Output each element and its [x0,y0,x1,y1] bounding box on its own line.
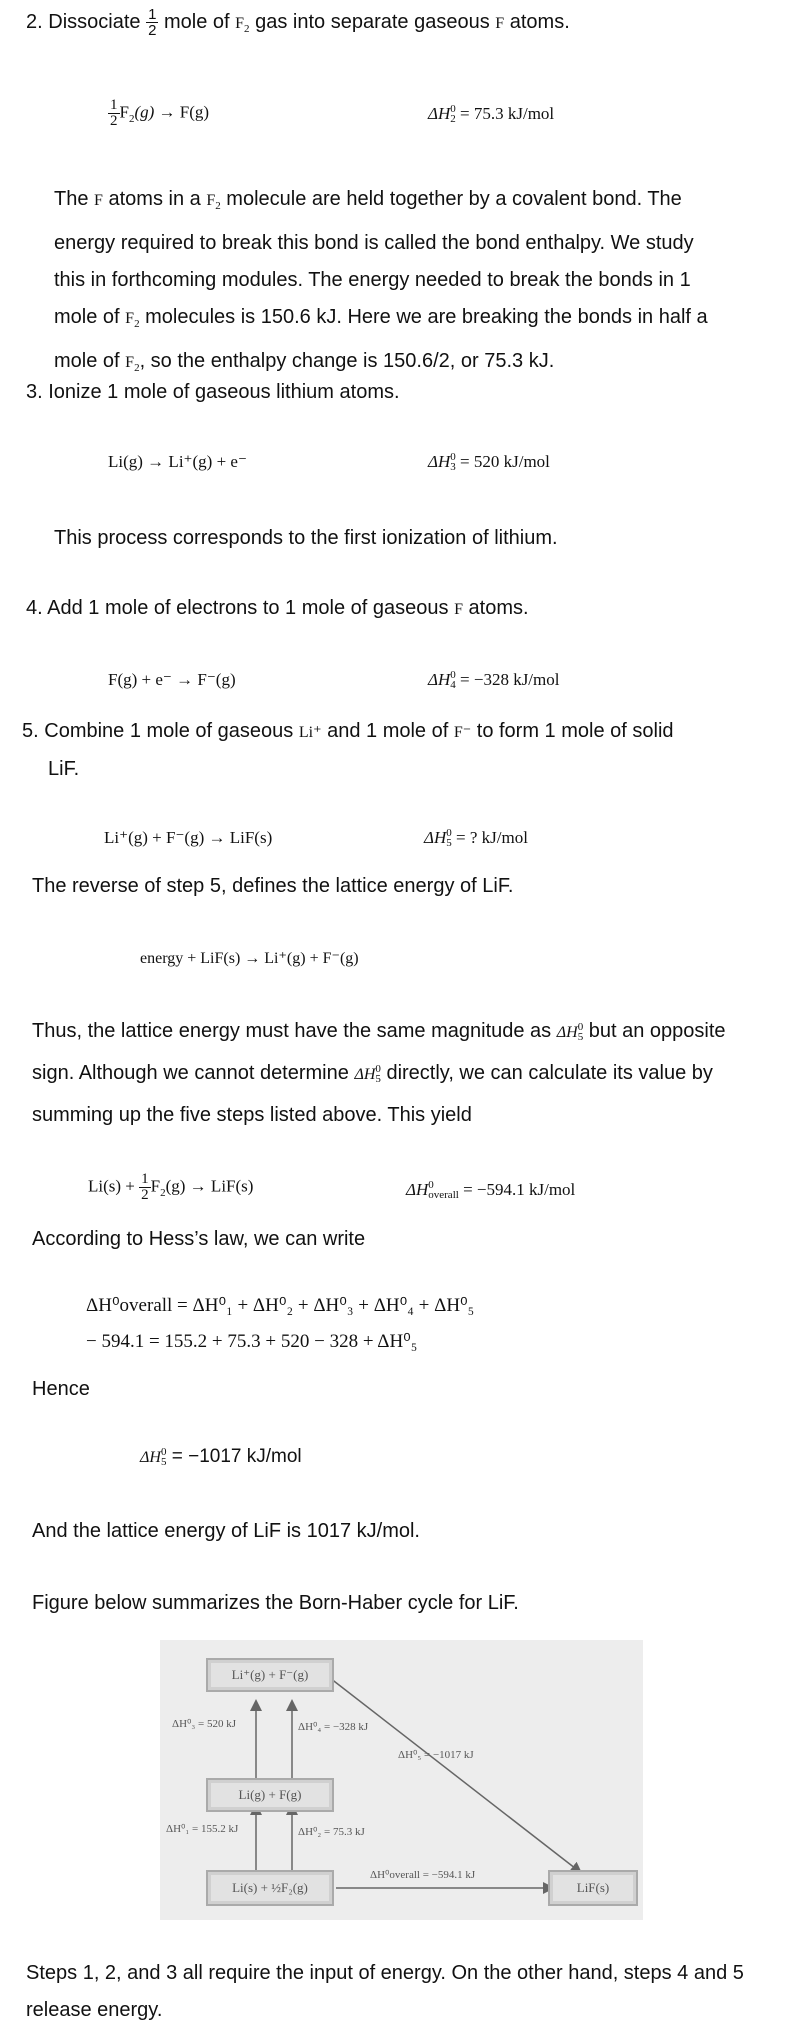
step2-heading: 2. Dissociate $\frac{1}{2}$ mole of $F_2$ gas into separate gaseous F atoms. [26,6,570,40]
box-atoms: Li(g) + F(g) [206,1778,334,1812]
label-overall: ΔH⁰overall = −594.1 kJ [370,1869,476,1881]
label-h5: ΔH⁰₅ = −1017 kJ [398,1749,474,1761]
overall-enthalpy: ΔH 0 overall = −594.1 kJ/mol [406,1179,576,1202]
step3-equation: Li(g) → Li⁺(g) + e⁻ [108,452,247,471]
reverse-text: The reverse of step 5, defines the lattice energy of LiF. [32,875,514,897]
step3-enthalpy: ΔH 0 3 = 520 kJ/mol [428,451,550,474]
hess-text: According to Hess’s law, we can write [32,1228,366,1250]
step5-equation: Li⁺(g) + F⁻(g) → LiF(s) [104,828,273,847]
step5-enthalpy: ΔH 0 5 = ? kJ/mol [424,827,528,850]
arrow-h5 [330,1678,580,1872]
born-haber-figure [160,1640,643,1920]
step4-enthalpy: ΔH 0 4 = −328 kJ/mol [428,669,560,692]
step4-equation: F(g) + e⁻ → F⁻(g) [108,670,236,689]
box-elements: Li(s) + ½F₂(g) [206,1870,334,1906]
hence-result: ΔH 0 5 = −1017 kJ/mol [140,1446,302,1469]
step2-equation: $\frac{1}{2}$ $F_2(g) \to F(g)$ [110,97,210,129]
fraction-half: $\frac{1}{2}$ [148,6,157,40]
label-h1: ΔH⁰₁ = 155.2 kJ [166,1823,239,1835]
lattice-text: And the lattice energy of LiF is 1017 kJ/mol. [32,1520,420,1542]
step3-note: This process corresponds to the first ionization of lithium. [54,527,558,549]
box-product: LiF(s) [548,1870,638,1906]
thus-paragraph: Thus, the lattice energy must have the same magnitude as ΔH 0 5 but an opposite sign. Although we cannot determine ΔH 0 5 directly, we can calculate its value by summing up the five steps listed above. This yield [32,1020,726,1126]
hess-equation-2: − 594.1 = 155.2 + 75.3 + 520 − 328 + ΔH⁰₅ [86,1331,418,1352]
label-h2: ΔH⁰₂ = 75.3 kJ [298,1826,365,1838]
step2-enthalpy: ΔH 0 2 = 75.3 kJ/mol [428,103,555,126]
label-h3: ΔH⁰₃ = 520 kJ [172,1718,236,1730]
step3-heading: 3. Ionize 1 mole of gaseous lithium atoms. [26,381,400,403]
hence-text: Hence [32,1378,90,1400]
closing-paragraph: Steps 1, 2, and 3 all require the input of energy. On the other hand, steps 4 and 5 release energy. [26,1962,744,2021]
hess-equation-1: ΔH⁰overall = ΔH⁰₁ + ΔH⁰₂ + ΔH⁰₃ + ΔH⁰₄ + ΔH⁰₅ [86,1295,475,1316]
label-h4: ΔH⁰₄ = −328 kJ [298,1721,369,1733]
step5-heading: 5. Combine 1 mole of gaseous Li⁺ and 1 mole of F⁻ to form 1 mole of solid LiF. [22,720,674,780]
step2-paragraph: The F atoms in a $F_2$ molecule are held together by a covalent bond. The energy required to break this bond is called the bond enthalpy. We study this in forthcoming modules. The energy needed to break the bonds in 1 mole of $F_2$ molecules is 150.6 kJ. Here we are breaking the bonds in half a mole of $F_2$, so the enthalpy change is 150.6/2, or 75.3 kJ. [54,188,708,375]
reverse-equation: energy + LiF(s) → Li⁺(g) + F⁻(g) [140,950,359,967]
box-ions: Li⁺(g) + F⁻(g) [206,1658,334,1692]
figure-caption: Figure below summarizes the Born-Haber cycle for LiF. [32,1592,519,1614]
overall-equation: Li(s) + $\frac{1}{2}$ $F_2(g) \to LiF(s)$ [88,1171,254,1203]
step4-heading: 4. Add 1 mole of electrons to 1 mole of gaseous F atoms. [26,597,529,619]
